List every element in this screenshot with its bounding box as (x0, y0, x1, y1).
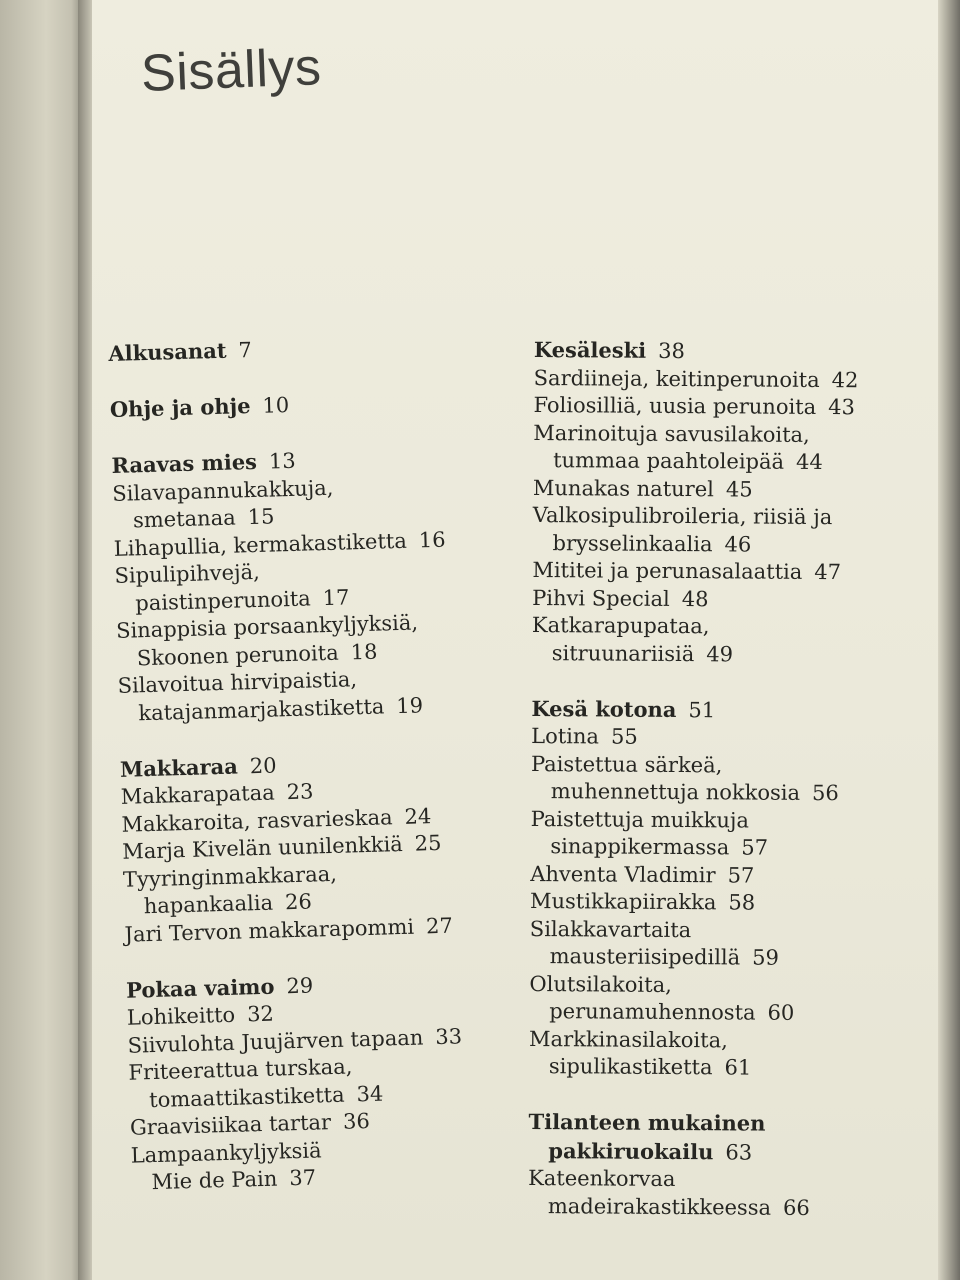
toc-entry-title: Lohikeitto (126, 1002, 236, 1030)
toc-page-number: 32 (246, 1001, 275, 1027)
toc-entry-title: Munakas naturel (532, 475, 714, 501)
toc-entry-title: Silavoitua hirvipaistia, (117, 667, 358, 698)
toc-entry-title: brysselinkaalia (552, 530, 713, 556)
toc-entry (531, 778, 903, 808)
toc-entry (529, 1025, 901, 1055)
toc-entry (530, 915, 902, 945)
toc-entry-title: Graavisiikaa tartar (129, 1110, 332, 1140)
toc-entry-title: Valkosipulibroileria, riisiä ja (532, 502, 833, 530)
toc-page-number: 59 (752, 945, 780, 970)
toc-entry-title: Mustikkapiirakka (529, 888, 717, 915)
toc-entry-title: Lampaankyljyksiä (130, 1137, 322, 1168)
toc-entry-title: mausteriisipedillä (549, 944, 741, 970)
toc-entry-title: sitruunariisiä (551, 640, 695, 666)
toc-page-number: 33 (434, 1023, 463, 1049)
toc-page-number: 37 (288, 1165, 317, 1191)
toc-page-number: 48 (681, 586, 709, 611)
toc-entry-title: Jari Tervon makkarapommi (124, 914, 415, 947)
toc-page-number: 18 (350, 639, 378, 664)
toc-page-number: 34 (356, 1081, 384, 1106)
toc-entry (533, 474, 905, 504)
toc-page-number: 20 (249, 752, 277, 778)
toc-entry-title: Ahventa Vladimir (530, 861, 716, 887)
toc-entry-title: Kesä kotona (531, 695, 677, 722)
toc-entry-title: Marinoituja savusilakoita, (533, 420, 810, 447)
toc-page-number: 57 (741, 835, 769, 860)
toc-entry-title: Tilanteen mukainen (528, 1108, 766, 1136)
toc-entry-title: Tyyringinmakkaraa, (122, 861, 338, 892)
toc-page-number: 25 (414, 830, 442, 856)
toc-entry-title: Mititei ja perunasalaattia (532, 557, 803, 584)
toc-entry (532, 529, 904, 559)
toc-entry-title: Kesäleski (533, 336, 647, 363)
toc-entry (531, 723, 903, 753)
toc-entry-title: Makkarapataa (120, 780, 276, 809)
toc-entry (530, 943, 902, 973)
toc-column-right (528, 336, 906, 1223)
toc-page-number: 17 (322, 584, 350, 610)
toc-page-number: 27 (425, 913, 454, 938)
toc-entry-title: Olutsilakoita, (529, 971, 672, 997)
toc-entry (530, 833, 902, 863)
toc-entry (532, 612, 904, 642)
toc-entry-title: Makkaraa (119, 753, 239, 782)
toc-page-number: 15 (247, 504, 275, 530)
toc-page-number: 26 (284, 889, 313, 915)
toc-entry-title: muhennettuja nokkosia (550, 779, 801, 805)
toc-entry (529, 970, 901, 1000)
toc-page-number: 58 (728, 890, 756, 915)
toc-page-number: 61 (724, 1055, 752, 1080)
toc-page-number: 29 (286, 973, 314, 998)
toc-page-number: 16 (418, 527, 446, 552)
toc-page-number: 57 (727, 862, 755, 888)
toc-entry-title: Lihapullia, kermakastiketta (113, 528, 408, 561)
left-page-edge (0, 0, 84, 1280)
toc-page-number: 49 (706, 641, 734, 666)
toc-entry-title: sinappikermassa (550, 834, 730, 860)
toc-entry (529, 1053, 901, 1083)
page-title: Sisällys (140, 38, 323, 103)
toc-entry-title: smetanaa (132, 505, 236, 533)
toc-page-number: 19 (395, 692, 424, 718)
toc-page-number: 46 (724, 531, 752, 557)
toc-entry (533, 447, 905, 477)
toc-entry (532, 557, 904, 587)
toc-entry (530, 860, 902, 890)
toc-page-number: 36 (342, 1109, 371, 1134)
toc-entry-title: Foliosilliä, uusia perunoita (533, 392, 817, 419)
toc-page-number: 45 (725, 476, 753, 502)
toc-entry-title: Skoonen perunoita (136, 640, 339, 670)
toc-entry-title: Silakkavartaita (529, 916, 692, 942)
toc-entry-title: perunamuhennosta (549, 999, 756, 1025)
toc-page-number: 43 (828, 395, 856, 420)
right-page-edge (938, 0, 960, 1280)
toc-entry (533, 502, 905, 532)
toc-column-left (108, 330, 504, 1198)
toc-entry-title: Makkaroita, rasvarieskaa (121, 804, 393, 837)
toc-entry-title: Paistettuja muikkuja (530, 806, 750, 833)
toc-section-heading (110, 386, 483, 425)
toc-entry-title: katajanmarjakastiketta (138, 693, 385, 725)
toc-page-number: 23 (286, 779, 314, 805)
toc-entry-title: pakkiruokailu (548, 1137, 714, 1164)
toc-entry (528, 1192, 900, 1222)
toc-section-heading (531, 694, 903, 725)
toc-entry-title: Lotina (531, 723, 600, 749)
toc-entry-title: Marja Kivelän uunilenkkiä (121, 831, 404, 864)
toc-entry-title: Alkusanat (108, 337, 227, 366)
toc-page-number: 44 (795, 449, 823, 475)
toc-entry-title: madeirakastikkeessa (547, 1193, 772, 1220)
toc-page-number: 24 (404, 803, 432, 829)
toc-page-number: 60 (767, 1000, 795, 1025)
toc-entry-title: Siivulohta Juujärven tapaan (127, 1024, 424, 1058)
toc-page-number: 10 (262, 392, 290, 418)
toc-entry-title: Mie de Pain (151, 1166, 278, 1195)
toc-entry-title: Paistettua särkeä, (530, 751, 723, 777)
toc-entry-title: Pihvi Special (532, 585, 670, 611)
toc-entry (534, 364, 906, 394)
toc-entry-title: hapankaalia (143, 890, 274, 919)
toc-page-number: 55 (610, 724, 638, 749)
toc-entry-title: Ohje ja ohje (109, 393, 251, 422)
toc-entry-title: Silavapannukakkuja, (111, 475, 334, 506)
toc-entry (533, 392, 905, 422)
toc-entry-title: Markkinasilakoita, (529, 1026, 728, 1052)
toc-section-heading (528, 1136, 900, 1167)
toc-page-number: 47 (814, 559, 842, 585)
toc-entry (528, 1165, 900, 1195)
toc-entry-title: Sipulipihvejä, (114, 559, 261, 588)
toc-page-number: 63 (725, 1139, 753, 1165)
toc-section-heading (534, 336, 906, 367)
toc-page-number: 38 (658, 338, 685, 364)
toc-page-number: 13 (268, 448, 297, 474)
toc-entry (529, 998, 901, 1028)
toc-entry-title: Friteerattua turskaa, (128, 1054, 353, 1085)
toc-entry (532, 584, 904, 614)
toc-entry (533, 419, 905, 449)
toc-entry (531, 750, 903, 780)
toc-page-number: 7 (238, 337, 253, 363)
toc-entry-title: Pokaa vaimo (125, 973, 275, 1003)
toc-entry-title: Sardiineja, keitinperunoita (533, 365, 820, 392)
toc-page-number: 51 (688, 697, 716, 722)
toc-entry-title: Raavas mies (111, 448, 258, 478)
toc-entry-title: tummaa paahtoleipää (553, 448, 785, 474)
toc-entry-title: tomaattikastiketta (148, 1082, 345, 1112)
toc-section-heading (528, 1108, 900, 1139)
toc-entry-title: Kateenkorvaa (528, 1165, 676, 1192)
toc-entry-title: Sinappisia porsaankyljyksiä, (115, 610, 419, 643)
toc-entry (532, 639, 904, 669)
toc-entry (531, 805, 903, 835)
toc-entry-title: Katkarapupataa, (531, 612, 710, 639)
toc-entry-title: sipulikastiketta (548, 1054, 713, 1080)
toc-page-number: 56 (811, 780, 839, 806)
toc-page-number: 42 (831, 367, 859, 392)
toc-page-number: 66 (782, 1195, 810, 1220)
toc-entry (530, 888, 902, 918)
toc-entry-title: paistinperunoita (135, 585, 312, 615)
